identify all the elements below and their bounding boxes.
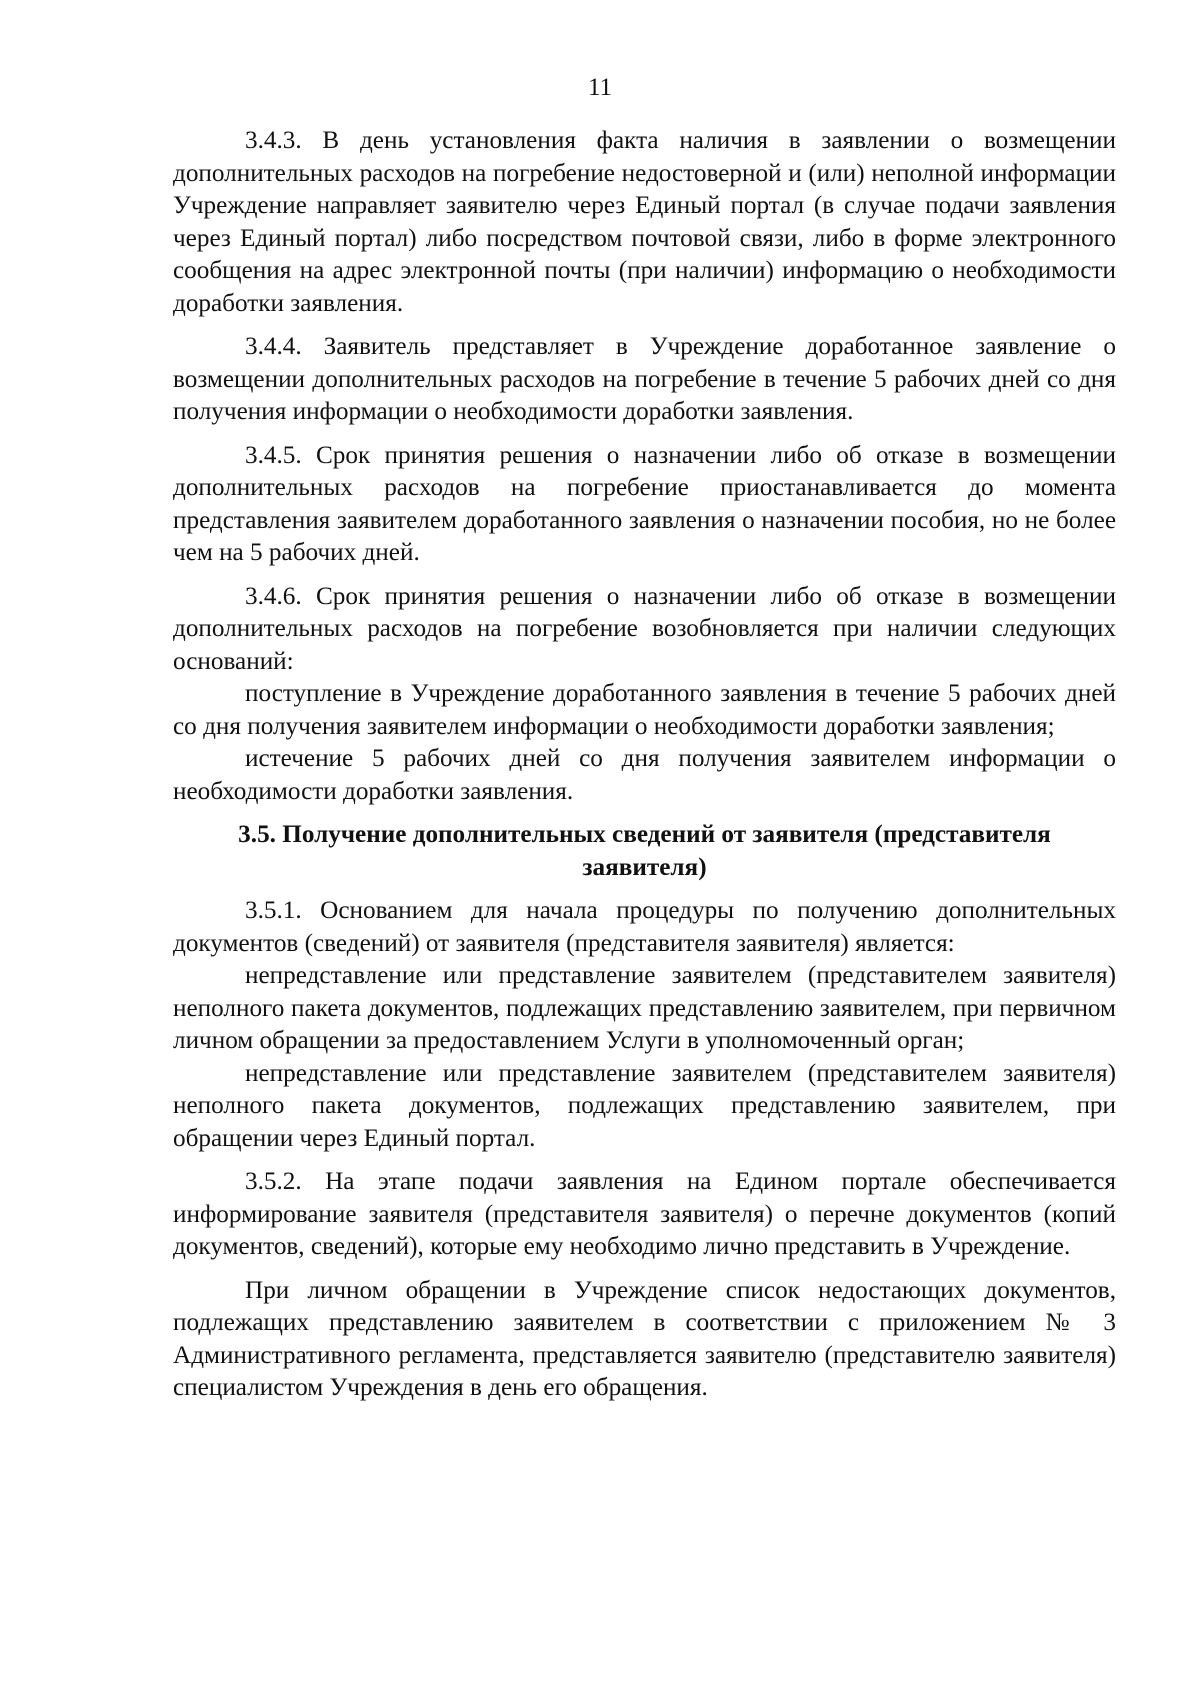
paragraph-3-5-1: 3.5.1. Основанием для начала процедуры по получению дополнительных документов (сведений) от заявителя (представителя заявителя) является:: [173, 897, 1116, 957]
paragraph-3-4-5: 3.4.5. Срок принятия решения о назначении либо об отказе в возмещении дополнительных расходов на погребение приостанавливается до момента представления заявителем доработанного заявления о назначении пособия, но не более чем на 5 рабочих дней.: [173, 441, 1116, 566]
paragraph-3-4-6-item-2: истечение 5 рабочих дней со дня получения заявителем информации о необходимости доработки заявления.: [173, 745, 1116, 805]
paragraph-3-5-1-item-1: непредставление или представление заявителем (представителем заявителя) неполного пакета документов, подлежащих представлению заявителем, при первичном личном обращении за предоставлением Услуги в уполномоченный орган;: [173, 962, 1116, 1054]
document-body: [173, 125, 1116, 1405]
section-heading-3-5: 3.5. Получение дополнительных сведений от заявителя (представителя заявителя): [238, 821, 1051, 881]
paragraph-3-4-3: 3.4.3. В день установления факта наличия в заявлении о возмещении дополнительных расходов на погребение недостоверной и (или) неполной информации Учреждение направляет заявителю через Единый портал (в случае подачи заявления через Единый портал) либо посредством почтовой связи, либо в форме электронного сообщения на адрес электронной почты (при наличии) информацию о необходимости доработки заявления.: [173, 127, 1116, 317]
paragraph-3-5-2-continued: При личном обращении в Учреждение список недостающих документов, подлежащих представлению заявителем в соответствии с приложением № 3 Административного регламента, представляется заявителю (представителю заявителя) специалистом Учреждения в день его обращения.: [173, 1276, 1116, 1401]
page-number: 11: [587, 74, 613, 101]
paragraph-3-5-1-item-2: непредставление или представление заявителем (представителем заявителя) неполного пакета документов, подлежащих представлению заявителем, при обращении через Единый портал.: [173, 1059, 1116, 1152]
paragraph-3-5-2: 3.5.2. На этапе подачи заявления на Едином портале обеспечивается информирование заявителя (представителя заявителя) о перечне документов (копий документов, сведений), которые ему необходимо лично представить в Учреждение.: [173, 1168, 1116, 1260]
paragraph-3-4-6: 3.4.6. Срок принятия решения о назначении либо об отказе в возмещении дополнительных расходов на погребение возобновляется при наличии следующих оснований:: [173, 582, 1116, 675]
paragraph-3-4-4: 3.4.4. Заявитель представляет в Учреждение доработанное заявление о возмещении дополнительных расходов на погребение в течение 5 рабочих дней со дня получения информации о необходимости доработки заявления.: [173, 333, 1116, 425]
paragraph-3-4-6-item-1: поступление в Учреждение доработанного заявления в течение 5 рабочих дней со дня получения заявителем информации о необходимости доработки заявления;: [173, 680, 1116, 740]
